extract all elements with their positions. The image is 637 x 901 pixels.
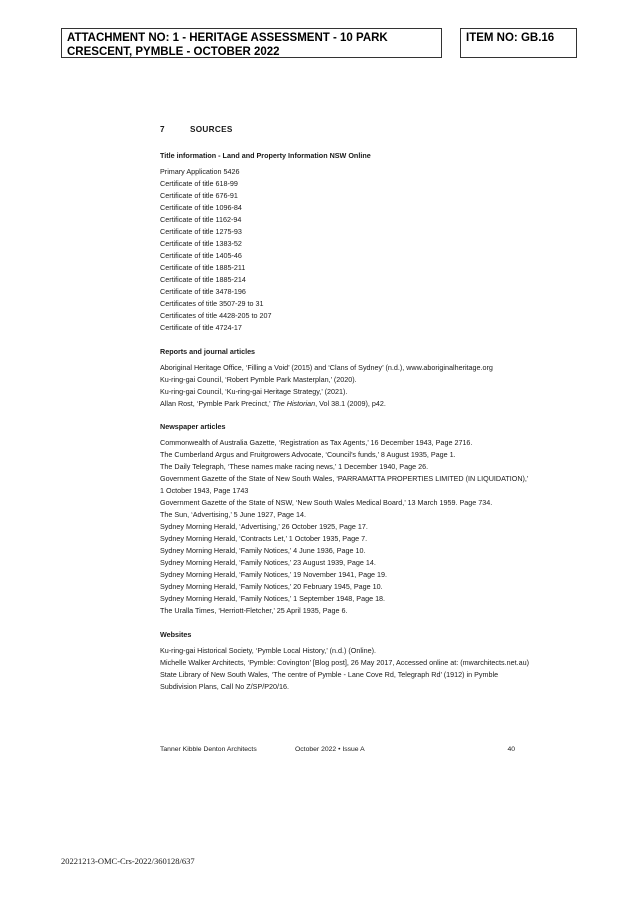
list-item: Michelle Walker Architects, ‘Pymble: Covington’ [Blog post], 26 May 2017, Accessed online at: (mwarchitects.net.au) [160, 658, 529, 667]
list-item: Sydney Morning Herald, ‘Family Notices,’ 1 September 1948, Page 18. [160, 594, 386, 603]
citation-text: Allan Rost, ‘Pymble Park Precinct,’ [160, 399, 273, 408]
title-info-list [160, 166, 530, 334]
reports-heading: Reports and journal articles [160, 347, 256, 356]
list-item: Certificate of title 1275-93 [160, 227, 242, 236]
list-item: Certificate of title 1096-84 [160, 203, 242, 212]
list-item: Certificate of title 3478-196 [160, 287, 246, 296]
attachment-title-text: ATTACHMENT NO: 1 - HERITAGE ASSESSMENT - 10 PARK CRESCENT, PYMBLE - OCTOBER 2022 [67, 32, 388, 58]
list-item [160, 398, 530, 410]
page-footer [160, 746, 515, 753]
newspapers-heading: Newspaper articles [160, 422, 226, 431]
newspapers-list [160, 437, 530, 617]
list-item: Certificates of title 4428-205 to 207 [160, 311, 272, 320]
list-item: Primary Application 5426 [160, 167, 240, 176]
journal-title: The Historian [272, 399, 316, 408]
list-item: Sydney Morning Herald, ‘Family Notices,’ 19 November 1941, Page 19. [160, 570, 388, 579]
list-item: Certificate of title 676-91 [160, 191, 238, 200]
websites-heading: Websites [160, 630, 192, 639]
section-title: SOURCES [190, 125, 233, 134]
list-item: Sydney Morning Herald, ‘Advertising,’ 26 October 1925, Page 17. [160, 522, 368, 531]
item-number [460, 28, 577, 58]
list-item: The Daily Telegraph, ‘These names make racing news,’ 1 December 1940, Page 26. [160, 462, 429, 471]
reports-list [160, 362, 530, 410]
section-heading [160, 125, 233, 134]
item-number-text: ITEM NO: GB.16 [466, 32, 555, 44]
list-item: Sydney Morning Herald, ‘Family Notices,’ 20 February 1945, Page 10. [160, 582, 383, 591]
title-info-heading: Title information - Land and Property Information NSW Online [160, 151, 371, 160]
citation-text: , Vol 38.1 (2009), p42. [315, 399, 386, 408]
list-item: Certificates of title 3507-29 to 31 [160, 299, 264, 308]
list-item: Sydney Morning Herald, ‘Family Notices,’ 4 June 1936, Page 10. [160, 546, 366, 555]
list-item: Certificate of title 1885-211 [160, 263, 246, 272]
footer-date-issue: October 2022 • Issue A [295, 746, 365, 753]
list-item: The Sun, ‘Advertising,’ 5 June 1927, Page 14. [160, 510, 306, 519]
document-reference: 20221213-OMC-Crs-2022/360128/637 [61, 856, 195, 866]
list-item: Certificate of title 1405-46 [160, 251, 242, 260]
list-item: The Cumberland Argus and Fruitgrowers Advocate, ‘Council’s funds,’ 8 August 1935, Page 1. [160, 450, 456, 459]
list-item: Ku-ring-gai Council, ‘Robert Pymble Park Masterplan,’ (2020). [160, 375, 357, 384]
footer-firm: Tanner Kibble Denton Architects [160, 746, 257, 753]
list-item: Certificate of title 1162-94 [160, 215, 242, 224]
list-item: Sydney Morning Herald, ‘Family Notices,’ 23 August 1939, Page 14. [160, 558, 376, 567]
list-item: Certificate of title 1383-52 [160, 239, 242, 248]
list-item: State Library of New South Wales, ‘The centre of Pymble - Lane Cove Rd, Telegraph Rd’ (1912) in Pymble Subdivision Plans, Call No Z/SP/P20/16. [160, 670, 499, 691]
list-item: Ku-ring-gai Historical Society, ‘Pymble Local History,’ (n.d.) (Online). [160, 646, 376, 655]
list-item: Government Gazette of the State of New South Wales, ‘PARRAMATTA PROPERTIES LIMITED (IN LIQUIDATION),’ 1 October 1943, Page 1743 [160, 474, 529, 495]
list-item: Certificate of title 1885-214 [160, 275, 246, 284]
list-item: Certificate of title 4724-17 [160, 323, 242, 332]
websites-list [160, 645, 530, 693]
page-number: 40 [507, 746, 515, 753]
list-item: Certificate of title 618-99 [160, 179, 238, 188]
list-item: Sydney Morning Herald, ‘Contracts Let,’ 1 October 1935, Page 7. [160, 534, 368, 543]
list-item: Commonwealth of Australia Gazette, ‘Registration as Tax Agents,’ 16 December 1943, Page 2716. [160, 438, 473, 447]
list-item: Government Gazette of the State of NSW, ‘New South Wales Medical Board,’ 13 March 1959. Page 734. [160, 498, 493, 507]
list-item: Ku-ring-gai Council, ‘Ku-ring-gai Heritage Strategy,’ (2021). [160, 387, 348, 396]
list-item: The Uralla Times, ‘Herriott-Fletcher,’ 25 April 1935, Page 6. [160, 606, 348, 615]
attachment-title [61, 28, 442, 58]
list-item: Aboriginal Heritage Office, ‘Filling a Void’ (2015) and ‘Clans of Sydney’ (n.d.), www.aboriginalheritage.org [160, 363, 493, 372]
section-number: 7 [160, 125, 165, 134]
